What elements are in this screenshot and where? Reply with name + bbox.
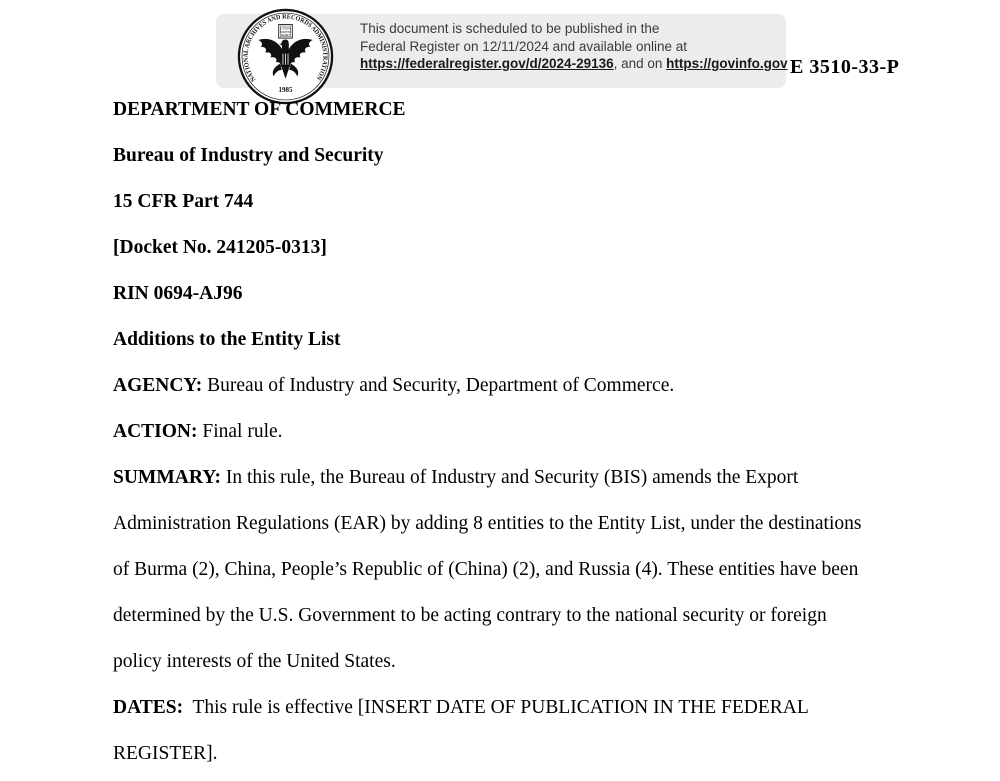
doc-line-summary-1 xyxy=(113,466,903,512)
seal-motto-line2: SCRIPTA xyxy=(280,30,291,34)
doc-line-bold: DEPARTMENT OF COMMERCE xyxy=(113,99,406,120)
doc-line-bold: [Docket No. 241205-0313] xyxy=(113,237,327,258)
seal-year: 1985 xyxy=(278,85,293,94)
doc-line-bold: 15 CFR Part 744 xyxy=(113,191,254,212)
nara-seal-icon xyxy=(237,8,334,105)
doc-line-text: Bureau of Industry and Security, Department of Commerce. xyxy=(202,375,675,396)
seal-motto-tablet xyxy=(279,24,293,38)
doc-line-dates-1 xyxy=(113,696,903,742)
doc-line-bold: DATES: xyxy=(113,697,184,718)
doc-line-bold: SUMMARY: xyxy=(113,467,222,488)
publication-banner-text xyxy=(360,20,790,73)
doc-line-bold: Additions to the Entity List xyxy=(113,329,341,350)
doc-line-department xyxy=(113,98,903,144)
doc-line-rin xyxy=(113,282,903,328)
doc-line-bold: Bureau of Industry and Security xyxy=(113,145,384,166)
seal-motto-line3: MANET xyxy=(281,33,290,37)
banner-line-3 xyxy=(360,55,790,73)
doc-line-text: policy interests of the United States. xyxy=(113,651,396,672)
govinfo-link[interactable]: https://govinfo.gov xyxy=(666,56,788,71)
doc-line-title xyxy=(113,328,903,374)
doc-line-bold: RIN 0694-AJ96 xyxy=(113,283,243,304)
doc-line-bureau xyxy=(113,144,903,190)
doc-line-agency xyxy=(113,374,903,420)
banner-link-separator: , and on xyxy=(613,56,667,71)
doc-line-text: Final rule. xyxy=(197,421,283,442)
doc-line-cfr-part xyxy=(113,190,903,236)
seal-ring-text: NATIONAL ARCHIVES AND RECORDS ADMINISTRATION xyxy=(242,13,329,83)
doc-line-summary-2 xyxy=(113,512,903,558)
doc-line-summary-3 xyxy=(113,558,903,604)
doc-line-summary-4 xyxy=(113,604,903,650)
banner-line-1: This document is scheduled to be published in the xyxy=(360,21,660,36)
doc-line-text: In this rule, the Bureau of Industry and Security (BIS) amends the Export xyxy=(221,467,799,488)
doc-line-text: REGISTER]. xyxy=(113,743,218,764)
billing-code: E 3510-33-P xyxy=(790,56,900,78)
seal-motto-line1: LITTERA xyxy=(280,27,291,31)
doc-line-dates-2 xyxy=(113,742,903,781)
doc-line-text: This rule is effective [INSERT DATE OF PUBLICATION IN THE FEDERAL xyxy=(183,697,809,718)
doc-line-text: of Burma (2), China, People’s Republic of (China) (2), and Russia (4). These entities have been xyxy=(113,559,859,580)
doc-line-text: Administration Regulations (EAR) by adding 8 entities to the Entity List, under the destinations xyxy=(113,513,862,534)
doc-line-summary-5 xyxy=(113,650,903,696)
banner-line-2: Federal Register on 12/11/2024 and available online at xyxy=(360,38,687,54)
federalregister-link[interactable]: https://federalregister.gov/d/2024-29136 xyxy=(360,56,614,71)
doc-line-text: determined by the U.S. Government to be acting contrary to the national security or foreign xyxy=(113,605,827,626)
doc-line-bold: ACTION: xyxy=(113,421,198,442)
document-body xyxy=(113,98,903,781)
doc-line-docket-no xyxy=(113,236,903,282)
doc-line-action xyxy=(113,420,903,466)
doc-line-bold: AGENCY: xyxy=(113,375,203,396)
